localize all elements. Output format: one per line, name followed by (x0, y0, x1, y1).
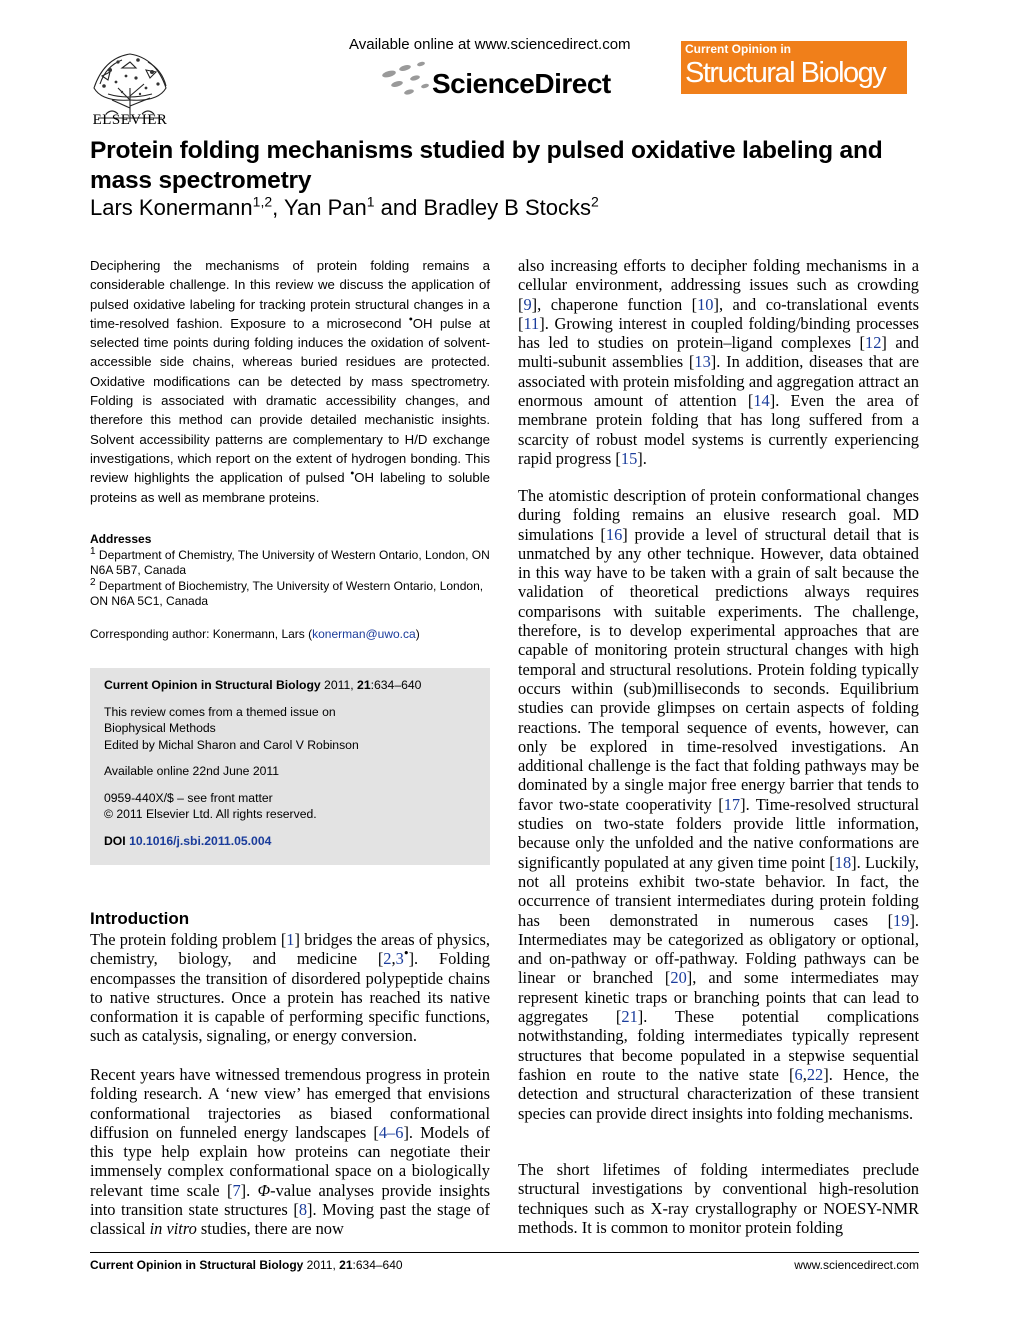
radical-dot: • (408, 313, 413, 326)
publisher-name: ELSEVIER (92, 112, 168, 128)
footer-pages: :634–640 (352, 1258, 403, 1272)
journal-logo-top: Current Opinion in (685, 42, 791, 56)
citation-link[interactable]: 12 (865, 333, 882, 353)
address-item (90, 545, 490, 579)
citation-link[interactable]: 8 (298, 1200, 308, 1220)
address-item (90, 576, 490, 610)
author-separator: and (374, 195, 424, 220)
right-paragraph-3: The short lifetimes of folding intermediates preclude structural investigations by conventional high-resolution techniques such as X-ray crystallography or NOESY-NMR methods. It is common to monitor protein folding (518, 1160, 919, 1237)
citation-link[interactable]: 14 (753, 391, 770, 411)
citation-pages: :634–640 (370, 678, 422, 692)
citation-link[interactable]: 6 (794, 1064, 803, 1084)
abstract (90, 256, 490, 507)
issn-line: 0959-440X/$ – see front matter (104, 790, 273, 805)
footer-year: 2011, (303, 1258, 340, 1272)
abstract-text: Deciphering the mechanisms of protein folding remains a considerable challenge. In this review we discuss the application of pulsed oxidative labeling for tracking protein structural changes in a time-resolved fashion. Exposure to a microsecond (90, 258, 490, 331)
author-separator: , (272, 195, 284, 220)
citation-link[interactable]: 2 (383, 949, 392, 969)
citation-link[interactable]: 1 (286, 930, 295, 949)
section-heading-introduction: Introduction (90, 909, 190, 928)
footer-url[interactable]: www.sciencedirect.com (794, 1258, 919, 1272)
citation-volume: 21 (357, 678, 371, 692)
abstract-text: OH labeling to soluble proteins as well as membrane proteins. (90, 470, 490, 505)
article-info-box (90, 668, 490, 865)
citation-link[interactable]: 3 (395, 949, 404, 969)
citation-link[interactable]: 15 (620, 448, 638, 468)
citation-journal: Current Opinion in Structural Biology (104, 678, 321, 692)
doi-label: DOI (104, 833, 130, 848)
citation-link[interactable]: 19 (893, 910, 910, 930)
citation-link[interactable]: 11 (523, 313, 540, 333)
footer-volume: 21 (339, 1258, 353, 1272)
citation-link[interactable]: 18 (834, 852, 852, 872)
right-paragraph-2: The atomistic description of protein conformational changes during folding remains an elusive research goal. MD simulations [16] provide a level of structural detail that is unmatched by any other technique. However, data obtained in this way have to be taken with a grain of salt because the validation of theoretical predictions always requires comparisons with suitable experiments. The challenge, therefore, is to develop experimental approaches that are capable of monitoring protein structural changes with high temporal and structural resolutions. Protein folding typically occurs within (sub)milliseconds to seconds. Equilibrium studies can provide glimpses on certain aspects of folding reactions. The temporal sequence of events, however, can only be explored in time-resolved investigations. An additional challenge is the fact that folding pathways may be dominated by a single major free energy barrier that tends to favor two-state cooperativity [17]. Time-resolved structural studies on two-state folders provide little information, because only the unfolded and the native conformations are significantly populated at any given time point [18]. Luckily, not all proteins exhibit two-state behavior. In fact, the occurrence of transient intermediates during protein folding has been demonstrated in numerous cases [19]. Intermediates may be categorized as obligatory or optional, and on-pathway or off-pathway. Folding pathways can be linear or branched [20], and some intermediates may represent kinetic traps or branching points that can lead to aggregates [21]. These potential complications notwithstanding, folding intermediates typically represent structures that become populated in a stepwise sequential fashion en route to the native state [6,22]. Hence, the detection and structural characterization of these transient species can provide direct insights into folding mechanisms. (518, 486, 920, 1123)
radical-dot: • (350, 467, 355, 480)
journal-logo-title: Structural Biology (685, 57, 886, 89)
footer-citation (90, 1258, 403, 1272)
abstract-text: OH pulse at selected time points during folding induces the oxidation of solvent-accessible side chains, whereas buried residues are protected. Oxidative modifications can be detected by mass spectrometry. Folding is associated with dramatic accessibility changes, and therefore this method can provide detailed mechanistic insights. Solvent accessibility patterns are complementary to H/D exchange investigations, which report on the extent of hydrogen bonding. This review highlights the application of pulsed (90, 315, 490, 486)
addresses-section (90, 532, 490, 610)
copyright-line: © 2011 Elsevier Ltd. All rights reserved. (104, 807, 317, 821)
doi-link[interactable]: 10.1016/j.sbi.2011.05.004 (129, 833, 272, 848)
available-online-text: Available online at www.sciencedirect.com (349, 36, 631, 53)
footer-journal: Current Opinion in Structural Biology (90, 1258, 304, 1272)
author-affiliation: 1,2 (252, 193, 273, 210)
corresponding-close: ) (415, 627, 420, 641)
corresponding-label: Corresponding author: Konermann, Lars ( (90, 627, 313, 641)
themed-section: Biophysical Methods (104, 721, 216, 735)
intro-paragraph-1: The protein folding problem [1] bridges the areas of physics, chemistry, biology, and medicine [2,3•]. Folding encompasses the transition of disordered polypeptide chains to native structures. Once a protein has reached its native conformation it is capable of performing specific functions, such as catalysis, signaling, or energy conversion. (90, 930, 491, 1046)
author-affiliation: 1 (366, 193, 375, 210)
doi-line (104, 833, 476, 850)
themed-line: This review comes from a themed issue on (104, 704, 336, 719)
address-text: Department of Biochemistry, The University of Western Ontario, London, ON N6A 5C1, Canada (90, 578, 484, 609)
citation-link[interactable]: 7 (232, 1180, 241, 1200)
sciencedirect-wordmark: ScienceDirect (432, 68, 611, 99)
editors-line: Edited by Michal Sharon and Carol V Robinson (104, 737, 359, 752)
right-paragraph-1: also increasing efforts to decipher folding mechanisms in a cellular environment, addressing issues such as crowding [9], chaperone function [10], and co-translational events [11]. Growing interest in coupled folding/binding processes has led to studies on protein–ligand complexes [12] and multi-subunit assemblies [13]. In addition, diseases that are associated with protein misfolding and aggregation attract an enormous amount of attention [14]. Even the area of membrane protein folding that has long suffered from a scarcity of robust model systems is currently experiencing rapid progress [15]. (518, 256, 920, 468)
citation-link[interactable]: 17 (723, 794, 741, 814)
footer-divider (90, 1252, 919, 1253)
citation-year: 2011, (320, 678, 358, 692)
address-marker: 2 (90, 576, 96, 588)
author-name: Bradley B Stocks (423, 195, 591, 220)
citation-line (104, 677, 476, 694)
citation-link[interactable]: 20 (670, 968, 687, 988)
author-affiliation: 2 (590, 193, 599, 210)
citation-link[interactable]: 21 (621, 1007, 638, 1027)
intro-paragraph-2: Recent years have witnessed tremendous progress in protein folding research. A ‘new view’ has emerged that envisions conformational trajectories as biased conformational diffusion on funneled energy landscapes [4–6]. Models of this type help explain how proteins can negotiate their immensely complex conformational space on a biologically relevant time scale [7]. Φ-value analyses provide insights into transition state structures [8]. Moving past the stage of classical in vitro studies, there are now (90, 1065, 491, 1239)
corresponding-email-link[interactable]: konerman@uwo.ca (312, 627, 416, 641)
corresponding-author (90, 627, 490, 643)
citation-link[interactable]: 22 (806, 1064, 824, 1084)
address-text: Department of Chemistry, The University of Western Ontario, London, ON N6A 5B7, Canada (90, 547, 490, 578)
citation-link[interactable]: 16 (605, 524, 623, 544)
citation-link[interactable]: 13 (694, 352, 711, 372)
author-name: Yan Pan (283, 195, 367, 220)
address-marker: 1 (90, 545, 96, 557)
journal-logo (681, 41, 907, 94)
citation-link[interactable]: 9 (523, 294, 532, 314)
citation-link[interactable]: 4–6 (378, 1122, 404, 1142)
online-date: Available online 22nd June 2011 (104, 764, 280, 778)
author-name: Lars Konermann (90, 195, 253, 220)
author-list (90, 195, 599, 221)
addresses-heading: Addresses (90, 532, 152, 546)
citation-link[interactable]: 10 (697, 294, 714, 314)
article-title: Protein folding mechanisms studied by pulsed oxidative labeling and mass spectrometry (90, 137, 883, 194)
